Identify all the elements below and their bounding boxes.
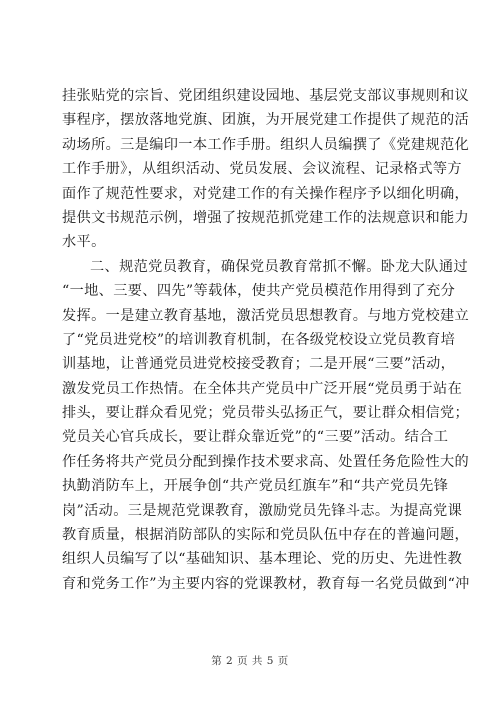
text-line: 训基地，让普通党员进党校接受教育；二是开展“三要”活动， bbox=[62, 356, 456, 373]
text-line: 育和党务工作”为主要内容的党课教材，教育每一名党员做到“冲 bbox=[62, 575, 470, 592]
text-line: 工作手册》，从组织活动、党员发展、会议流程、记录格式等方 bbox=[62, 161, 462, 178]
text-line: 动场所。三是编印一本工作手册。组织人员编撰了《党建规范化 bbox=[62, 136, 470, 153]
text-line: 组织人员编写了以“基础知识、基本理论、党的历史、先进性教 bbox=[62, 551, 463, 568]
text-line: 事程序，摆放落地党旗、团旗，为开展党建工作提供了规范的活 bbox=[62, 112, 470, 129]
text-line: 了“党员进党校”的培训教育机制，在各级党校设立党员教育培 bbox=[62, 331, 456, 348]
body-text bbox=[62, 84, 470, 596]
text-line: 执勤消防车上，开展争创“共产党员红旗车”和“共产党员先锋 bbox=[62, 478, 449, 495]
text-line: 发挥。一是建立教育基地，激活党员思想教育。与地方党校建立 bbox=[62, 307, 470, 324]
page-number-footer: 第 2 页 共 5 页 bbox=[211, 655, 289, 667]
text-line: 二、规范党员教育，确保党员教育常抓不懈。卧龙大队通过 bbox=[90, 258, 468, 275]
text-line: 岗”活动。三是规范党课教育，激励党员先锋斗志。为提高党课 bbox=[62, 502, 463, 519]
text-line: 教育质量，根据消防部队的实际和党员队伍中存在的普遍问题， bbox=[62, 527, 470, 544]
text-line: 党员关心官兵成长，要让群众靠近党”的“三要”活动。结合工 bbox=[62, 429, 449, 446]
text-line: 面作了规范性要求，对党建工作的有关操作程序予以细化明确， bbox=[62, 185, 470, 202]
text-line: 排头，要让群众看见党；党员带头弘扬正气，要让群众相信党； bbox=[62, 405, 470, 422]
text-line: 提供文书规范示例，增强了按规范抓党建工作的法规意识和能力 bbox=[62, 209, 470, 226]
text-line: 水平。 bbox=[62, 234, 106, 251]
text-line: 激发党员工作热情。在全体共产党员中广泛开展“党员勇于站在 bbox=[62, 380, 463, 397]
text-line: “一地、三要、四先”等载体，使共产党员模范作用得到了充分 bbox=[62, 283, 456, 300]
text-line: 挂张贴党的宗旨、党团组织建设园地、基层党支部议事规则和议 bbox=[62, 88, 470, 104]
text-line: 作任务将共产党员分配到操作技术要求高、处置任务危险性大的 bbox=[62, 453, 470, 470]
